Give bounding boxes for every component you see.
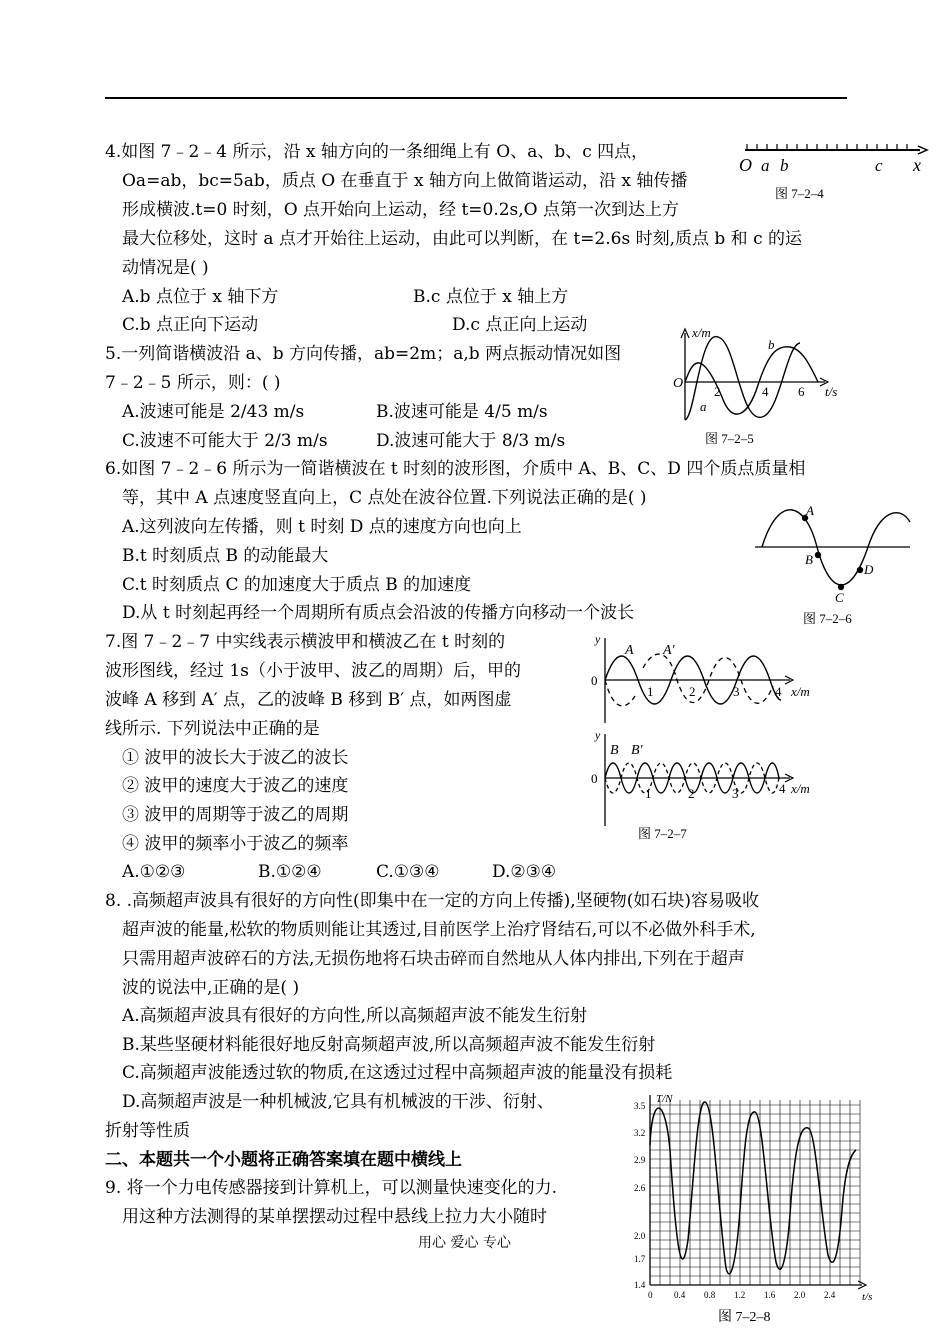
q5-option-a: A.波速可能是 2/43 m/s xyxy=(122,402,305,422)
q8-line2: 超声波的能量,松软的物质则能让其透过,目前医学上治疗肾结石,可以不必做外科手术, xyxy=(122,920,756,940)
fig7b-tick-1: 1 xyxy=(645,786,652,801)
q6-option-c: C.t 时刻质点 C 的加速度大于质点 B 的加速度 xyxy=(122,575,472,595)
q4-line5: 动情况是( ) xyxy=(122,258,209,278)
fig6-caption: 图 7–2–6 xyxy=(803,611,852,626)
q8-option-d-line1: D.高频超声波是一种机械波,它具有机械波的干涉、衍射、 xyxy=(122,1092,554,1112)
q4-option-b: B.c 点位于 x 轴上方 xyxy=(413,287,569,307)
fig5-tick-4: 4 xyxy=(762,384,769,399)
fig6-label-b: B xyxy=(805,552,813,567)
fig7b-label-b: B xyxy=(610,743,619,758)
fig7b-tick-3: 3 xyxy=(732,786,739,801)
figure-7-2-7-bottom xyxy=(585,728,830,828)
fig7b-tick-2: 2 xyxy=(688,786,695,801)
q4-line3: 形成横波.t=0 时刻，O 点开始向上运动，经 t=0.2s,O 点第一次到达上方 xyxy=(122,200,680,220)
fig8-x-label: t/s xyxy=(862,1291,873,1303)
fig5-y-label: x/m xyxy=(692,325,711,340)
q8-line1: 8. .高频超声波具有很好的方向性(即集中在一定的方向上传播),坚硬物(如石块)容易吸收 xyxy=(105,891,759,911)
q7-line2: 波形图线，经过 1s（小于波甲、波乙的周期）后，甲的 xyxy=(105,661,521,681)
q8-line3: 只需用超声波碎石的方法,无损伤地将石块击碎而自然地从人体内排出,下列在于超声 xyxy=(122,949,745,969)
q5-option-b: B.波速可能是 4/5 m/s xyxy=(376,402,548,422)
q9-line2: 用这种方法测得的某单摆摆动过程中悬线上拉力大小随时 xyxy=(122,1207,547,1227)
q4-option-d: D.c 点正向上运动 xyxy=(452,315,588,335)
q4-line4: 最大位移处，这时 a 点才开始往上运动，由此可以判断，在 t=2.6s 时刻,质点 b 和 c 的运 xyxy=(122,229,803,249)
figure-7-2-4 xyxy=(735,138,935,183)
q8-option-a: A.高频超声波具有很好的方向性,所以高频超声波不能发生衍射 xyxy=(122,1006,588,1026)
fig8-x-tick-1.2: 1.2 xyxy=(734,1290,746,1300)
fig8-y-tick-1.7: 1.7 xyxy=(634,1254,646,1264)
figure-7-2-8 xyxy=(630,1090,880,1305)
fig6-label-c: C xyxy=(835,590,844,605)
fig8-y-label: T/N xyxy=(656,1093,673,1105)
fig8-x-tick-2.4: 2.4 xyxy=(824,1290,836,1300)
fig4-label-c: c xyxy=(875,156,883,175)
fig4-label-b: b xyxy=(780,156,789,175)
fig7b-tick-4: 4 xyxy=(779,781,786,796)
fig7a-tick-3: 3 xyxy=(733,684,740,699)
fig7-caption: 图 7–2–7 xyxy=(638,826,687,841)
fig4-label-x: x xyxy=(913,155,921,175)
fig8-x-tick-0.4: 0.4 xyxy=(674,1290,686,1300)
fig8-caption: 图 7–2–8 xyxy=(718,1310,771,1325)
fig8-x-tick-1.6: 1.6 xyxy=(764,1290,776,1300)
fig5-label-a: a xyxy=(700,399,707,414)
fig4-label-a: a xyxy=(761,156,770,175)
fig7a-label-a-prime: A′ xyxy=(663,643,675,658)
q5-line1: 5.一列简谐横波沿 a、b 方向传播，ab=2m；a,b 两点振动情况如图 xyxy=(105,344,622,364)
q4-option-c: C.b 点正向下运动 xyxy=(122,315,259,335)
fig7a-tick-4: 4 xyxy=(775,684,782,699)
header-rule xyxy=(105,97,847,99)
fig7b-x-label: x/m xyxy=(791,781,810,796)
fig7a-x-label: x/m xyxy=(791,684,810,699)
q4-option-a: A.b 点位于 x 轴下方 xyxy=(122,287,279,307)
q6-option-d: D.从 t 时刻起再经一个周期所有质点会沿波的传播方向移动一个波长 xyxy=(122,603,635,623)
fig8-x-tick-0: 0 xyxy=(648,1290,653,1300)
page-footer: 用心 爱心 专心 xyxy=(418,1235,511,1251)
fig7b-label-b-prime: B′ xyxy=(631,743,643,758)
q7-line3: 波峰 A 移到 A′ 点，乙的波峰 B 移到 B′ 点，如两图虚 xyxy=(105,690,512,710)
figure-7-2-6 xyxy=(750,500,915,605)
fig7a-label-a: A xyxy=(625,643,634,658)
q7-line4: 线所示. 下列说法中正确的是 xyxy=(105,719,320,739)
fig4-caption: 图 7–2–4 xyxy=(775,186,824,201)
q8-line4: 波的说法中,正确的是( ) xyxy=(122,978,300,998)
figure-7-2-5 xyxy=(670,325,850,425)
q5-line2: 7﹣2﹣5 所示，则：( ) xyxy=(105,373,281,393)
fig8-y-tick-1.4: 1.4 xyxy=(634,1280,646,1290)
fig5-origin: O xyxy=(673,376,684,391)
fig7a-y-label: y xyxy=(595,632,601,646)
q7-option-d: D.②③④ xyxy=(492,862,557,882)
fig8-y-tick-2.6: 2.6 xyxy=(634,1183,646,1193)
q4-line2: Oa=ab，bc=5ab，质点 O 在垂直于 x 轴方向上做简谐运动，沿 x 轴传播 xyxy=(122,171,688,191)
fig7a-tick-2: 2 xyxy=(689,684,696,699)
q6-option-a: A.这列波向左传播，则 t 时刻 D 点的速度方向也向上 xyxy=(122,517,522,537)
fig5-tick-2: 2 xyxy=(714,384,721,399)
fig6-label-d: D xyxy=(864,562,874,577)
q7-statement-3: ③ 波甲的周期等于波乙的周期 xyxy=(122,805,349,825)
q7-statement-4: ④ 波甲的频率小于波乙的频率 xyxy=(122,834,349,854)
fig8-y-tick-2.9: 2.9 xyxy=(634,1155,646,1165)
fig4-label-o: O xyxy=(739,155,752,175)
fig7b-y-label: y xyxy=(595,728,601,742)
q7-option-a: A.①②③ xyxy=(122,862,186,882)
q5-option-c: C.波速不可能大于 2/3 m/s xyxy=(122,431,328,451)
q7-option-b: B.①②④ xyxy=(258,862,322,882)
fig8-y-tick-3.5: 3.5 xyxy=(634,1101,646,1111)
q7-statement-1: ① 波甲的波长大于波乙的波长 xyxy=(122,748,349,768)
fig8-x-tick-0.8: 0.8 xyxy=(704,1290,716,1300)
fig7b-zero: 0 xyxy=(591,771,598,786)
q6-line2: 等，其中 A 点速度竖直向上，C 点处在波谷位置.下列说法正确的是( ) xyxy=(122,488,647,508)
q9-line1: 9. 将一个力电传感器接到计算机上，可以测量快速变化的力. xyxy=(105,1178,558,1198)
fig5-caption: 图 7–2–5 xyxy=(705,431,754,446)
fig5-t-label: t/s xyxy=(825,384,838,399)
q7-option-c: C.①③④ xyxy=(376,862,440,882)
fig5-label-b: b xyxy=(768,337,775,352)
fig8-y-tick-3.2: 3.2 xyxy=(634,1128,646,1138)
q7-line1: 7.图 7﹣2﹣7 中实线表示横波甲和横波乙在 t 时刻的 xyxy=(105,632,506,652)
fig8-y-tick-2.0: 2.0 xyxy=(634,1231,646,1241)
q8-option-b: B.某些坚硬材料能很好地反射高频超声波,所以高频超声波不能发生衍射 xyxy=(122,1035,656,1055)
q4-line1: 4.如图 7﹣2﹣4 所示，沿 x 轴方向的一条细绳上有 O、a、b、c 四点， xyxy=(105,142,649,162)
section-2-heading: 二、本题共一个小题将正确答案填在题中横线上 xyxy=(105,1150,462,1170)
q7-statement-2: ② 波甲的速度大于波乙的速度 xyxy=(122,776,349,796)
fig7a-tick-1: 1 xyxy=(647,684,654,699)
fig6-label-a: A xyxy=(806,503,814,518)
fig8-x-tick-2.0: 2.0 xyxy=(794,1290,806,1300)
q5-option-d: D.波速可能大于 8/3 m/s xyxy=(376,431,566,451)
q8-option-d-line2: 折射等性质 xyxy=(105,1121,190,1141)
fig5-tick-6: 6 xyxy=(798,384,805,399)
q8-option-c: C.高频超声波能透过软的物质,在这透过过程中高频超声波的能量没有损耗 xyxy=(122,1063,673,1083)
q6-line1: 6.如图 7﹣2﹣6 所示为一简谐横波在 t 时刻的波形图，介质中 A、B、C、D 四个质点质量相 xyxy=(105,459,806,479)
q6-option-b: B.t 时刻质点 B 的动能最大 xyxy=(122,546,329,566)
fig7a-zero: 0 xyxy=(591,673,598,688)
figure-7-2-7-top xyxy=(585,628,830,723)
